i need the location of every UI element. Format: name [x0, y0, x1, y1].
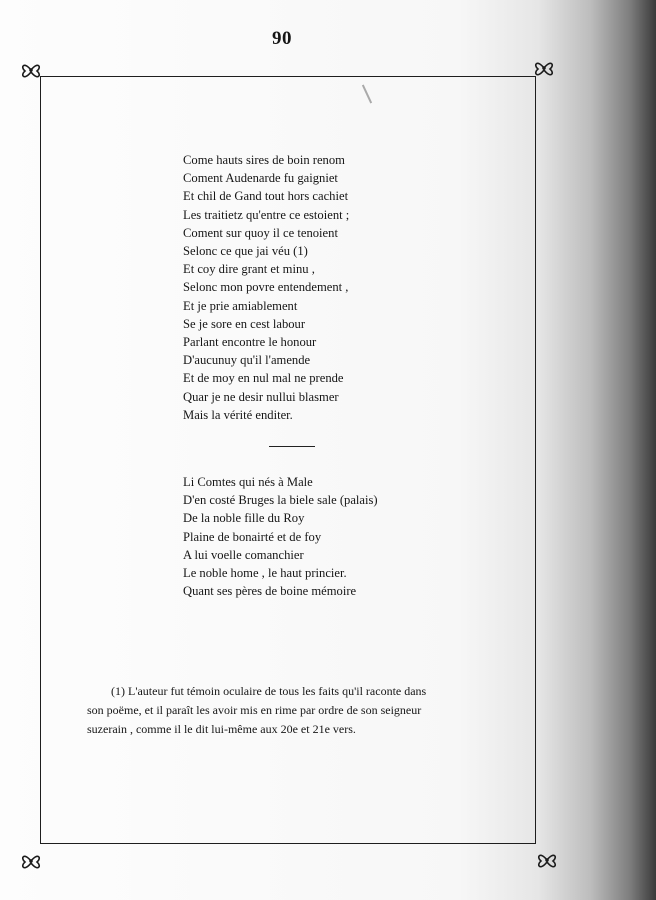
footnote: [87, 682, 471, 739]
fleuron-icon: [534, 847, 560, 873]
verse-line: Mais la vérité enditer.: [183, 407, 293, 422]
verse-line: Parlant encontre le honour: [183, 335, 317, 350]
verse-line: Et je prie amiablement: [183, 298, 298, 313]
footnote-line: suzerain , comme il le dit lui-même aux 20e et 21e vers.: [87, 722, 356, 736]
verse-line: Et coy dire grant et minu ,: [183, 262, 315, 277]
verse-line: Li Comtes qui nés à Male: [183, 475, 313, 489]
page-number: 90: [272, 28, 292, 49]
verse-stanza-1: [183, 151, 349, 424]
verse-line: Coment sur quoy il ce tenoient: [183, 225, 338, 240]
verse-line: Se je sore en cest labour: [183, 316, 306, 331]
fleuron-icon: [531, 55, 557, 81]
verse-line: Quant ses pères de boine mémoire: [183, 584, 357, 599]
fleuron-icon: [18, 57, 44, 83]
verse-line: Quar je ne desir nullui blasmer: [183, 389, 339, 404]
verse-line: Coment Audenarde fu gaigniet: [183, 171, 338, 186]
verse-stanza-2: [183, 473, 378, 600]
fleuron-icon: [18, 848, 44, 874]
section-divider: [269, 446, 315, 447]
verse-line: Plaine de bonairté et de foy: [183, 529, 322, 544]
footnote-line: son poëme, et il paraît les avoir mis en rime par ordre de son seigneur: [87, 703, 422, 717]
verse-line: Come hauts sires de boin renom: [183, 153, 345, 167]
verse-line: Selonc mon povre entendement ,: [183, 280, 349, 295]
verse-line: Et de moy en nul mal ne prende: [183, 371, 344, 386]
verse-line: Selonc ce que jai véu (1): [183, 244, 308, 259]
verse-line: De la noble fille du Roy: [183, 511, 305, 526]
verse-line: A lui voelle comanchier: [183, 547, 304, 562]
verse-line: D'en costé Bruges la biele sale (palais): [183, 493, 378, 508]
verse-line: Et chil de Gand tout hors cachiet: [183, 189, 349, 204]
verse-line: D'aucunuy qu'il l'amende: [183, 353, 311, 368]
verse-line: Le noble home , le haut princier.: [183, 566, 347, 581]
verse-line: Les traitietz qu'entre ce estoient ;: [183, 207, 350, 222]
footnote-line: (1) L'auteur fut témoin oculaire de tous les faits qu'il raconte dans: [111, 684, 427, 698]
